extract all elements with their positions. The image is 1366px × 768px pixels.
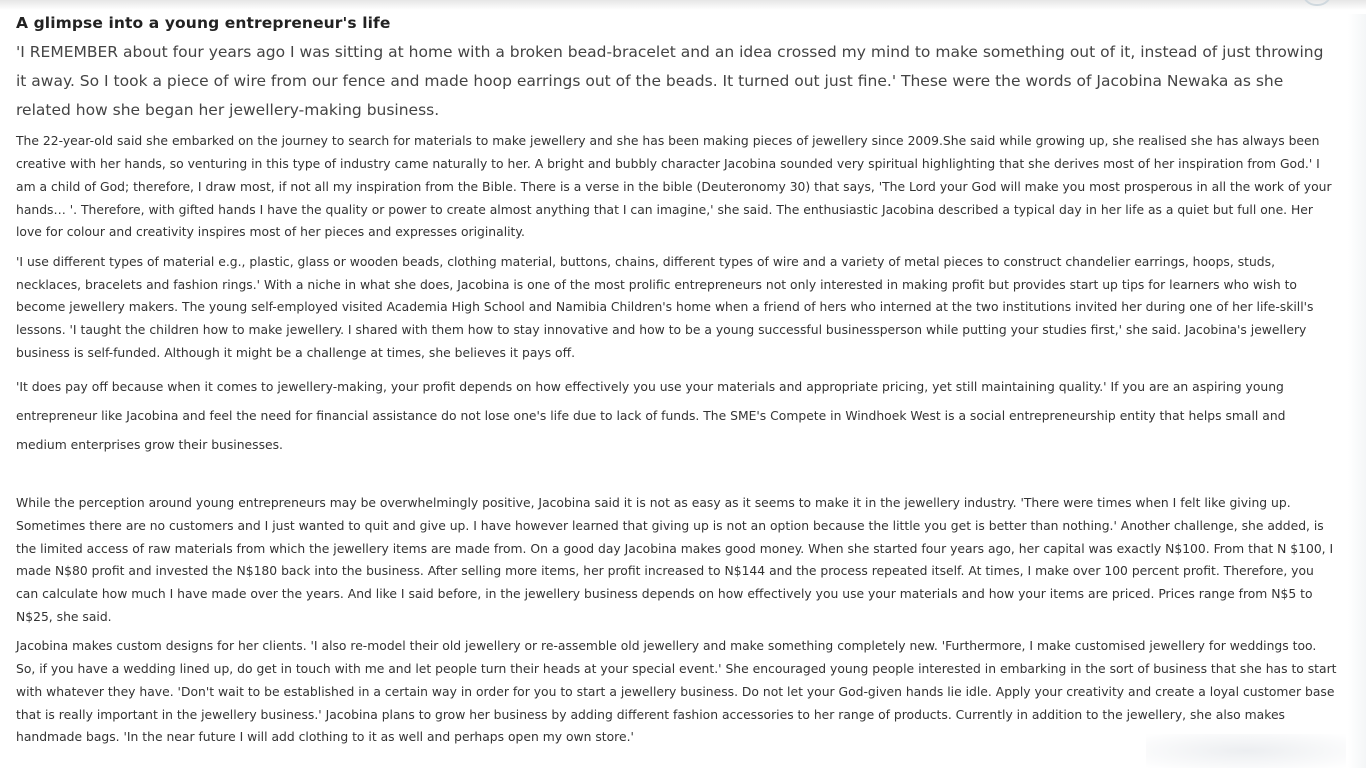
article-paragraph-3: 'It does pay off because when it comes to jewellery-making, your profit depends on how effectively you use your materials and appropriate pricing, yet still maintaining quality.' If you are an aspiring young entrepreneur like Jacobina and feel the need for financial assistance do not lose one's life due to lack of funds. The SME's Compete in Windhoek West is a social entrepreneurship entity that helps small and medium enterprises grow their businesses. [16,380,1286,452]
article-paragraph-1: The 22-year-old said she embarked on the journey to search for materials to make jewellery and she has been making pieces of jewellery since 2009.She said while growing up, she realised she has always been creative with her hands, so venturing in this type of industry came naturally to her. A bright and bubbly character Jacobina sounded very spiritual highlighting that she derives most of her inspiration from God.' I am a child of God; therefore, I draw most, if not all my inspiration from the Bible. There is a verse in the bible (Deuteronomy 30) that says, 'The Lord your God will make you most prosperous in all the work of your hands… '. Therefore, with gifted hands I have the quality or power to create almost anything that I can imagine,' she said. The enthusiastic Jacobina described a typical day in her life as a quiet but full one. Her love for colour and creativity inspires most of her pieces and expresses originality. [16,134,1332,240]
article-paragraph-5: Jacobina makes custom designs for her clients. 'I also re-model their old jewellery or re-assemble old jewellery and make something completely new. 'Furthermore, I make customised jewellery for weddings too. So, if you have a wedding lined up, do get in touch with me and let people turn their heads at your special event.' She encouraged young people interested in embarking in the sort of business that she has to start with whatever they have. 'Don't wait to be established in a certain way in order for you to start a jewellery business. Do not let your God-given hands lie idle. Apply your creativity and create a loyal customer base that is really important in the jewellery business.' Jacobina plans to grow her business by adding different fashion accessories to her range of products. Currently in addition to the jewellery, she also makes handmade bags. 'In the near future I will add clothing to it as well and perhaps open my own store.' [16,639,1337,745]
article-paragraph-2: 'I use different types of material e.g., plastic, glass or wooden beads, clothing material, buttons, chains, different types of wire and a variety of metal pieces to construct chandelier earrings, hoops, studs, necklaces, bracelets and fashion rings.' With a niche in what she does, Jacobina is one of the most prolific entrepreneurs not only interested in making profit but provides start up tips for learners who wish to become jewellery makers. The young self-employed visited Academia High School and Namibia Children's home when a friend of hers who interned at the two institutions invited her during one of her life-skill's lessons. 'I taught the children how to make jewellery. I shared with them how to stay innovative and how to be a young successful businessperson while putting your studies first,' she said. Jacobina's jewellery business is self-funded. Although it might be a challenge at times, she believes it pays off. [16,254,1314,360]
faded-watermark [1146,734,1346,768]
article-title: A glimpse into a young entrepreneur's life [16,14,391,32]
article-lead: 'I REMEMBER about four years ago I was sitting at home with a broken bead-bracelet and an idea crossed my mind to make something out of it, instead of just throwing it away. So I took a piece of wire from our fence and made hoop earrings out of the beads. It turned out just fine.' These were the words of Jacobina Newaka as she related how she began her jewellery-making business. [16,43,1324,119]
header-shadow [0,0,1366,10]
article [16,12,1338,749]
scrollbar-track[interactable] [1348,14,1366,768]
article-paragraph-4: While the perception around young entrepreneurs may be overwhelmingly positive, Jacobina said it is not as easy as it seems to make it in the jewellery industry. 'There were times when I felt like giving up. Sometimes there are no customers and I just wanted to quit and give up. I have however learned that giving up is not an option because the little you get is better than nothing.' Another challenge, she added, is the limited access of raw materials from which the jewellery items are made from. On a good day Jacobina makes good money. When she started four years ago, her capital was exactly N$100. From that N $100, I made N$80 profit and invested the N$180 back into the business. After selling more items, her profit increased to N$144 and the process repeated itself. At times, I make over 100 percent profit. Therefore, you can calculate how much I have made over the years. And like I said before, in the jewellery business depends on how effectively you use your materials and how your items are priced. Prices range from N$5 to N$25, she said. [16,496,1334,624]
